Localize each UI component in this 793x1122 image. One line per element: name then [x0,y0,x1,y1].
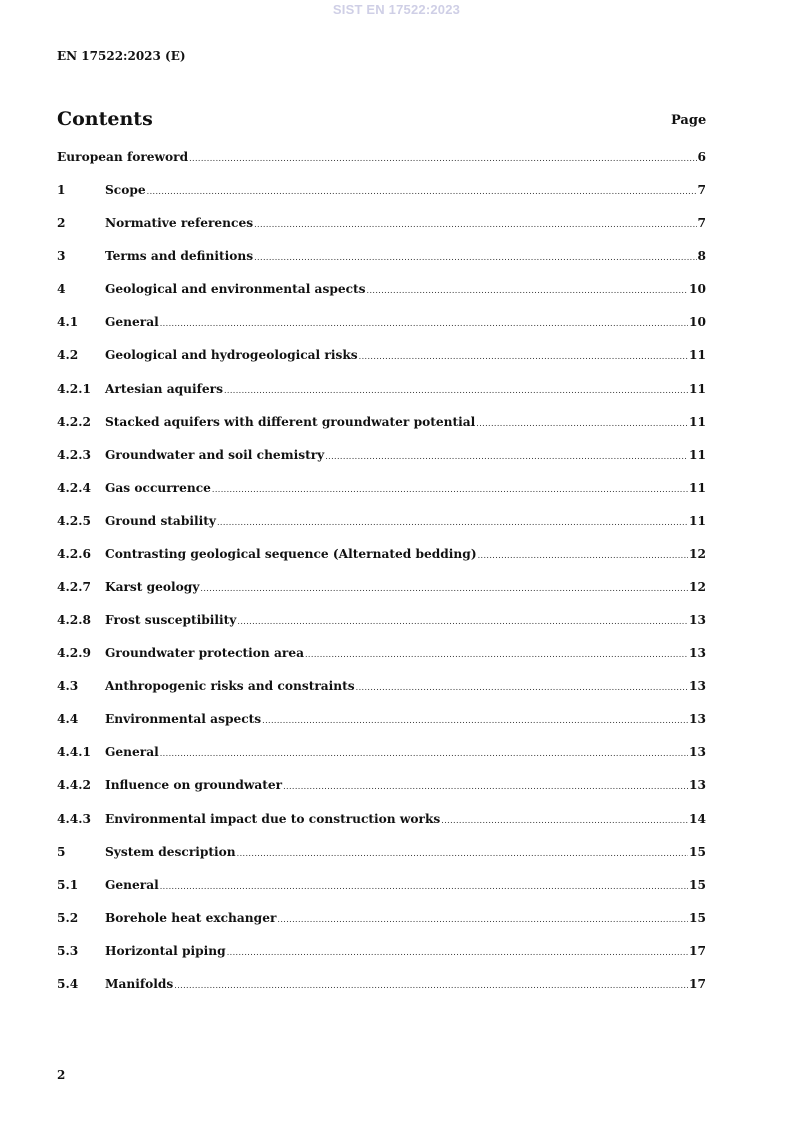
toc-entry-number: 5.1 [57,877,79,892]
toc-entry-title: Contrasting geological sequence (Alternated bedding) [105,546,477,561]
toc-entry-title: Environmental aspects [105,712,262,727]
toc-dot-leader [325,452,688,461]
toc-dot-leader [200,584,688,593]
watermark: SIST EN 17522:2023 [332,2,461,17]
toc-entry-title: Groundwater protection area [105,646,304,661]
document-id-header: EN 17522:2023 (E) [57,49,186,63]
toc-entry-number: 4.4 [57,712,79,727]
toc-entry-page: 6 [697,150,706,164]
toc-entry[interactable] [57,282,706,315]
toc-entry[interactable] [57,514,706,547]
toc-entry-number: 4.3 [57,679,79,694]
toc-entry-number: 4.4.2 [57,778,91,793]
toc-dot-leader [237,849,688,858]
toc-dot-leader [174,981,688,990]
toc-entry-title: Manifolds [105,976,174,991]
toc-entry[interactable] [57,348,706,381]
toc-entry-page: 13 [689,679,706,694]
toc-entry-title: Groundwater and soil chemistry [105,447,325,462]
toc-dot-leader [189,154,696,163]
toc-entry[interactable] [57,150,706,183]
toc-entry-title: Artesian aquifers [105,381,223,396]
toc-dot-leader [356,683,688,692]
toc-entry-title: Karst geology [105,580,200,595]
toc-entry-number: 5.2 [57,910,79,925]
toc-entry-title: System description [105,844,236,859]
toc-dot-leader [478,551,688,560]
toc-entry-number: 4.2.7 [57,580,91,595]
toc-entry-number: 4 [57,282,66,297]
toc-dot-leader [359,352,688,361]
toc-entry-page: 11 [689,513,706,528]
toc-entry[interactable] [57,812,706,845]
toc-entry-number: 5.3 [57,943,79,958]
toc-entry-number: 4.4.1 [57,745,91,760]
toc-entry-title: Ground stability [105,513,216,528]
toc-entry[interactable] [57,878,706,911]
toc-entry[interactable] [57,183,706,216]
toc-entry[interactable] [57,613,706,646]
toc-entry-page: 7 [697,183,706,198]
toc-entry-number: 4.2.6 [57,546,91,561]
toc-entry-title: Geological and environmental aspects [105,282,366,297]
toc-entry-title: Environmental impact due to construction works [105,811,441,826]
toc-dot-leader [212,485,688,494]
toc-entry[interactable] [57,249,706,282]
toc-entry-number: 4.2.9 [57,646,91,661]
toc-entry[interactable] [57,845,706,878]
toc-entry-page: 13 [689,745,706,760]
toc-entry-page: 14 [689,811,706,826]
toc-entry-title: Gas occurrence [105,480,211,495]
toc-dot-leader [367,286,689,295]
toc-entry[interactable] [57,679,706,712]
toc-entry[interactable] [57,547,706,580]
toc-dot-leader [277,915,688,924]
toc-dot-leader [160,319,688,328]
toc-entry-title: Anthropogenic risks and constraints [105,679,355,694]
toc-entry-page: 13 [689,712,706,727]
toc-dot-leader [476,419,688,428]
toc-entry-page: 8 [697,249,706,264]
toc-entry[interactable] [57,580,706,613]
toc-entry-title: Geological and hydrogeological risks [105,348,358,363]
page-column-heading: Page [671,113,707,128]
toc-entry-page: 15 [689,844,706,859]
toc-entry-page: 10 [689,282,706,297]
toc-entry[interactable] [57,778,706,811]
toc-dot-leader [147,187,697,196]
toc-entry-title: Frost susceptibility [105,613,237,628]
toc-entry-number: 4.2.2 [57,414,91,429]
toc-entry-page: 13 [689,778,706,793]
toc-entry[interactable] [57,646,706,679]
toc-entry-title: Scope [105,183,146,198]
toc-entry[interactable] [57,415,706,448]
toc-entry-number: 1 [57,183,66,198]
toc-entry[interactable] [57,448,706,481]
toc-entry-page: 11 [689,381,706,396]
toc-entry-number: 4.2.1 [57,381,91,396]
toc-entry-page: 12 [689,580,706,595]
toc-entry-page: 13 [689,613,706,628]
toc-entry-title: European foreword [57,150,189,164]
toc-dot-leader [217,518,688,527]
toc-entry[interactable] [57,382,706,415]
footer-page-number: 2 [57,1068,66,1082]
toc-entry[interactable] [57,481,706,514]
toc-dot-leader [254,253,696,262]
toc-dot-leader [224,386,688,395]
toc-entry[interactable] [57,712,706,745]
toc-entry-page: 11 [689,414,706,429]
toc-entry[interactable] [57,977,706,1010]
toc-entry-page: 17 [689,976,706,991]
toc-dot-leader [160,749,688,758]
toc-dot-leader [227,948,688,957]
toc-entry-title: Influence on groundwater [105,778,283,793]
table-of-contents [57,150,706,1010]
toc-entry-page: 11 [689,480,706,495]
toc-entry-number: 3 [57,249,66,264]
toc-entry[interactable] [57,745,706,778]
toc-entry[interactable] [57,315,706,348]
toc-entry[interactable] [57,216,706,249]
toc-entry[interactable] [57,944,706,977]
toc-entry-title: Terms and definitions [105,249,254,264]
toc-entry-number: 4.2 [57,348,79,363]
toc-entry-number: 4.4.3 [57,811,91,826]
toc-entry-page: 10 [689,315,706,330]
toc-entry-page: 12 [689,546,706,561]
toc-entry-page: 11 [689,348,706,363]
toc-entry-title: Borehole heat exchanger [105,910,277,925]
toc-entry-page: 15 [689,877,706,892]
toc-dot-leader [254,220,696,229]
toc-entry-number: 4.2.3 [57,447,91,462]
toc-entry-title: Stacked aquifers with different groundwater potential [105,414,476,429]
toc-entry-title: Horizontal piping [105,943,226,958]
toc-entry-page: 15 [689,910,706,925]
toc-entry-number: 5 [57,844,66,859]
toc-dot-leader [262,716,688,725]
toc-entry-title: General [105,315,159,330]
toc-dot-leader [305,650,688,659]
toc-entry-number: 4.2.4 [57,480,91,495]
toc-entry-number: 4.2.8 [57,613,91,628]
toc-dot-leader [441,816,688,825]
toc-entry-number: 2 [57,216,66,231]
toc-entry-number: 4.2.5 [57,513,91,528]
toc-entry-page: 11 [689,447,706,462]
toc-entry[interactable] [57,911,706,944]
toc-entry-title: General [105,745,159,760]
toc-entry-number: 5.4 [57,976,79,991]
toc-entry-number: 4.1 [57,315,79,330]
toc-entry-page: 7 [697,216,706,231]
toc-dot-leader [237,617,688,626]
toc-entry-page: 17 [689,943,706,958]
toc-dot-leader [160,882,688,891]
toc-entry-title: Normative references [105,216,254,231]
toc-dot-leader [283,782,688,791]
toc-entry-title: General [105,877,159,892]
toc-entry-page: 13 [689,646,706,661]
contents-title: Contents [57,108,153,130]
